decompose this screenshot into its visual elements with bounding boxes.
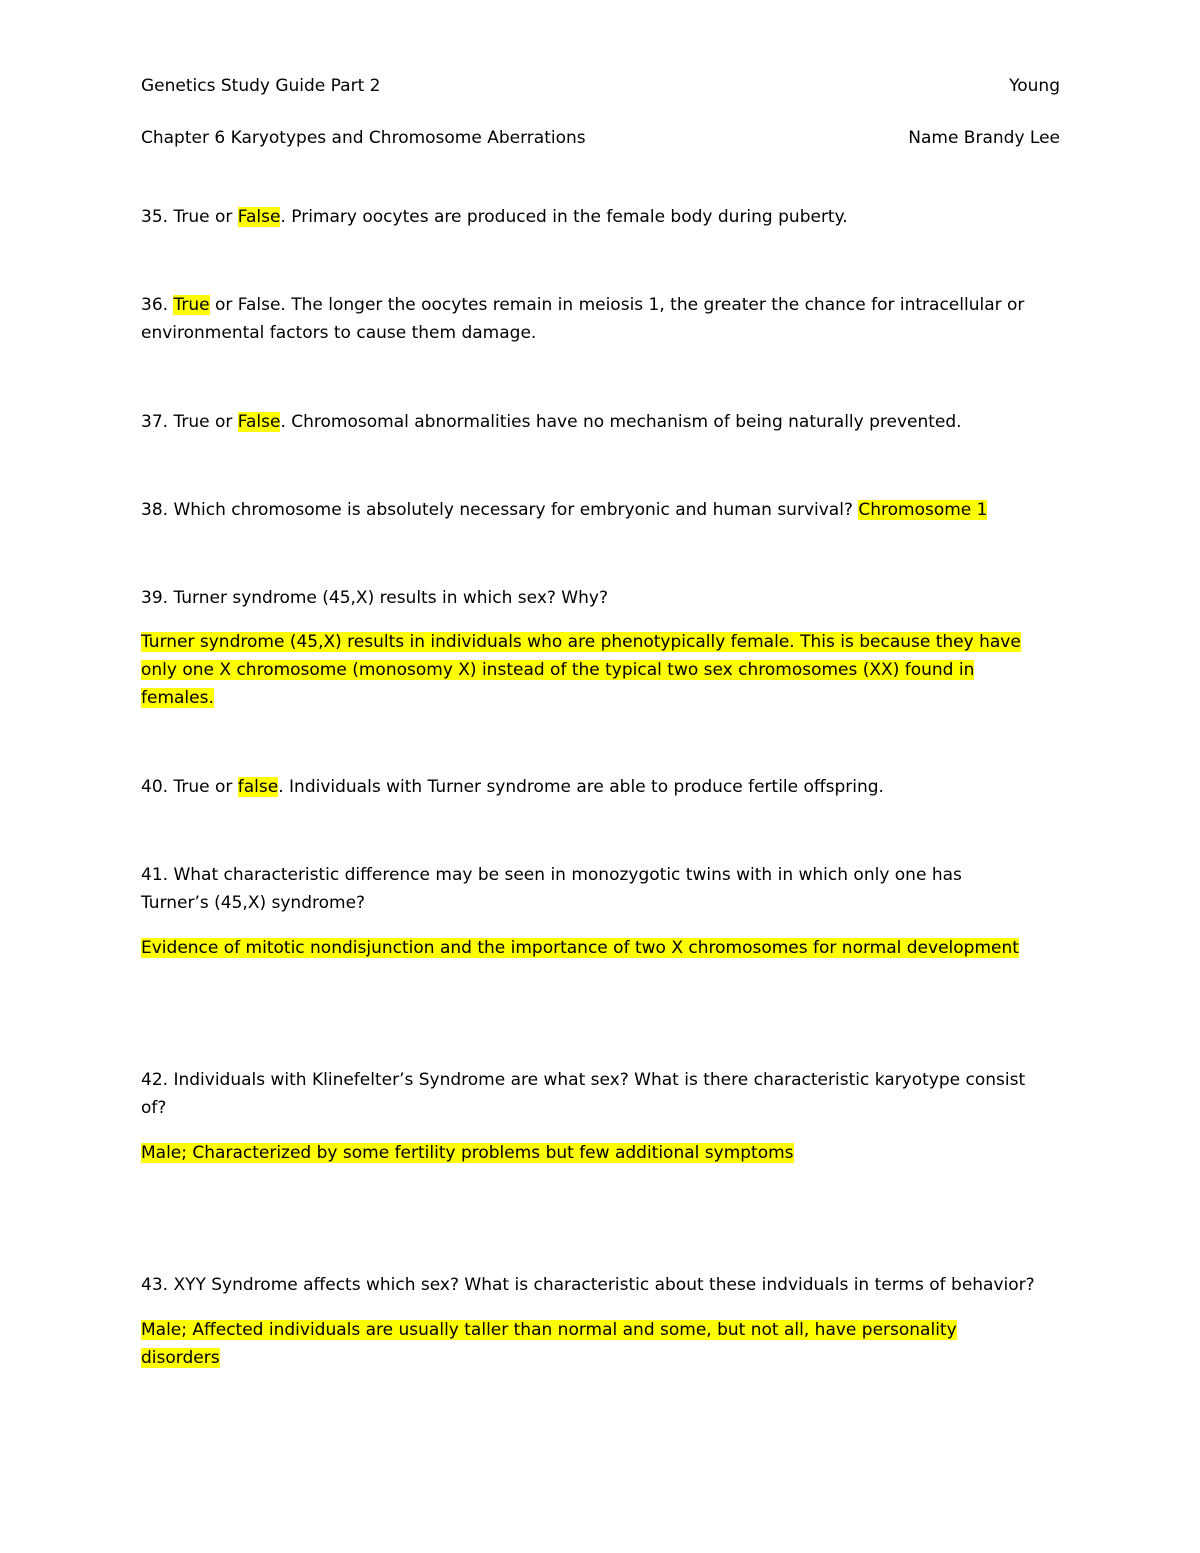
- question-number: 40.: [141, 777, 169, 797]
- question-38: [141, 496, 1061, 524]
- question-41-continued: Turner’s (45,X) syndrome?: [141, 893, 366, 913]
- question-text: What characteristic difference may be seen in monozygotic twins with in which only one has: [168, 865, 962, 885]
- question-text: Individuals with Klinefelter’s Syndrome are what sex? What is there characteristic karyotype consist: [168, 1070, 1026, 1090]
- question-text: Which chromosome is absolutely necessary for embryonic and human survival?: [168, 500, 859, 520]
- question-35: [141, 203, 1061, 231]
- answer-42: [141, 1139, 1061, 1167]
- highlighted-answer: only one X chromosome (monosomy X) instead of the typical two sex chromosomes (XX) found in: [141, 660, 975, 680]
- highlighted-answer: false: [237, 777, 279, 797]
- question-43: [141, 1271, 1061, 1299]
- question-option: True or: [168, 207, 238, 227]
- question-option: True or: [168, 412, 238, 432]
- highlighted-answer: True: [173, 295, 210, 315]
- answer-39-line-2: [141, 656, 1061, 684]
- highlighted-answer: False: [237, 207, 281, 227]
- question-number: 38.: [141, 500, 169, 520]
- question-36: [141, 291, 1061, 319]
- question-42: [141, 1066, 1061, 1094]
- question-37: [141, 408, 1061, 436]
- highlighted-answer: Evidence of mitotic nondisjunction and the importance of two X chromosomes for normal development: [141, 938, 1019, 958]
- highlighted-answer: females.: [141, 688, 214, 708]
- highlighted-answer: disorders: [141, 1348, 220, 1368]
- highlighted-answer: Male; Characterized by some fertility problems but few additional symptoms: [141, 1143, 794, 1163]
- question-number: 36.: [141, 295, 169, 315]
- question-option: or False.: [209, 295, 286, 315]
- answer-43-line-2: [141, 1344, 1061, 1372]
- answer-43-line-1: [141, 1316, 1061, 1344]
- question-number: 43.: [141, 1275, 169, 1295]
- question-text: The longer the oocytes remain in meiosis 1, the greater the chance for intracellular or: [285, 295, 1025, 315]
- highlighted-answer: Chromosome 1: [858, 500, 988, 520]
- answer-39-line-3: [141, 684, 1061, 712]
- question-number: 42.: [141, 1070, 169, 1090]
- student-name: Name Brandy Lee: [908, 128, 1060, 148]
- highlighted-answer: Male; Affected individuals are usually taller than normal and some, but not all, have personality: [141, 1320, 957, 1340]
- question-text: Turner syndrome (45,X) results in which sex? Why?: [168, 588, 608, 608]
- question-number: 39.: [141, 588, 169, 608]
- document-title: Genetics Study Guide Part 2: [141, 76, 381, 96]
- highlighted-answer: False: [237, 412, 281, 432]
- answer-41: [141, 934, 1061, 962]
- question-text: XYY Syndrome affects which sex? What is characteristic about these indviduals in terms of behavior?: [168, 1275, 1035, 1295]
- question-text: . Individuals with Turner syndrome are able to produce fertile offspring.: [278, 777, 884, 797]
- question-41: [141, 861, 1061, 889]
- question-option: True or: [168, 777, 238, 797]
- teacher-name: Young: [1009, 76, 1060, 96]
- chapter-title: Chapter 6 Karyotypes and Chromosome Aberrations: [141, 128, 586, 148]
- question-number: 35.: [141, 207, 169, 227]
- highlighted-answer: Turner syndrome (45,X) results in individuals who are phenotypically female. This is because they have: [141, 632, 1021, 652]
- question-42-continued: of?: [141, 1098, 167, 1118]
- question-40: [141, 773, 1061, 801]
- question-number: 41.: [141, 865, 169, 885]
- question-39: [141, 584, 1061, 612]
- question-number: 37.: [141, 412, 169, 432]
- question-36-continued: environmental factors to cause them damage.: [141, 323, 537, 343]
- question-text: . Chromosomal abnormalities have no mechanism of being naturally prevented.: [280, 412, 962, 432]
- question-text: . Primary oocytes are produced in the female body during puberty.: [280, 207, 848, 227]
- answer-39-line-1: [141, 628, 1061, 656]
